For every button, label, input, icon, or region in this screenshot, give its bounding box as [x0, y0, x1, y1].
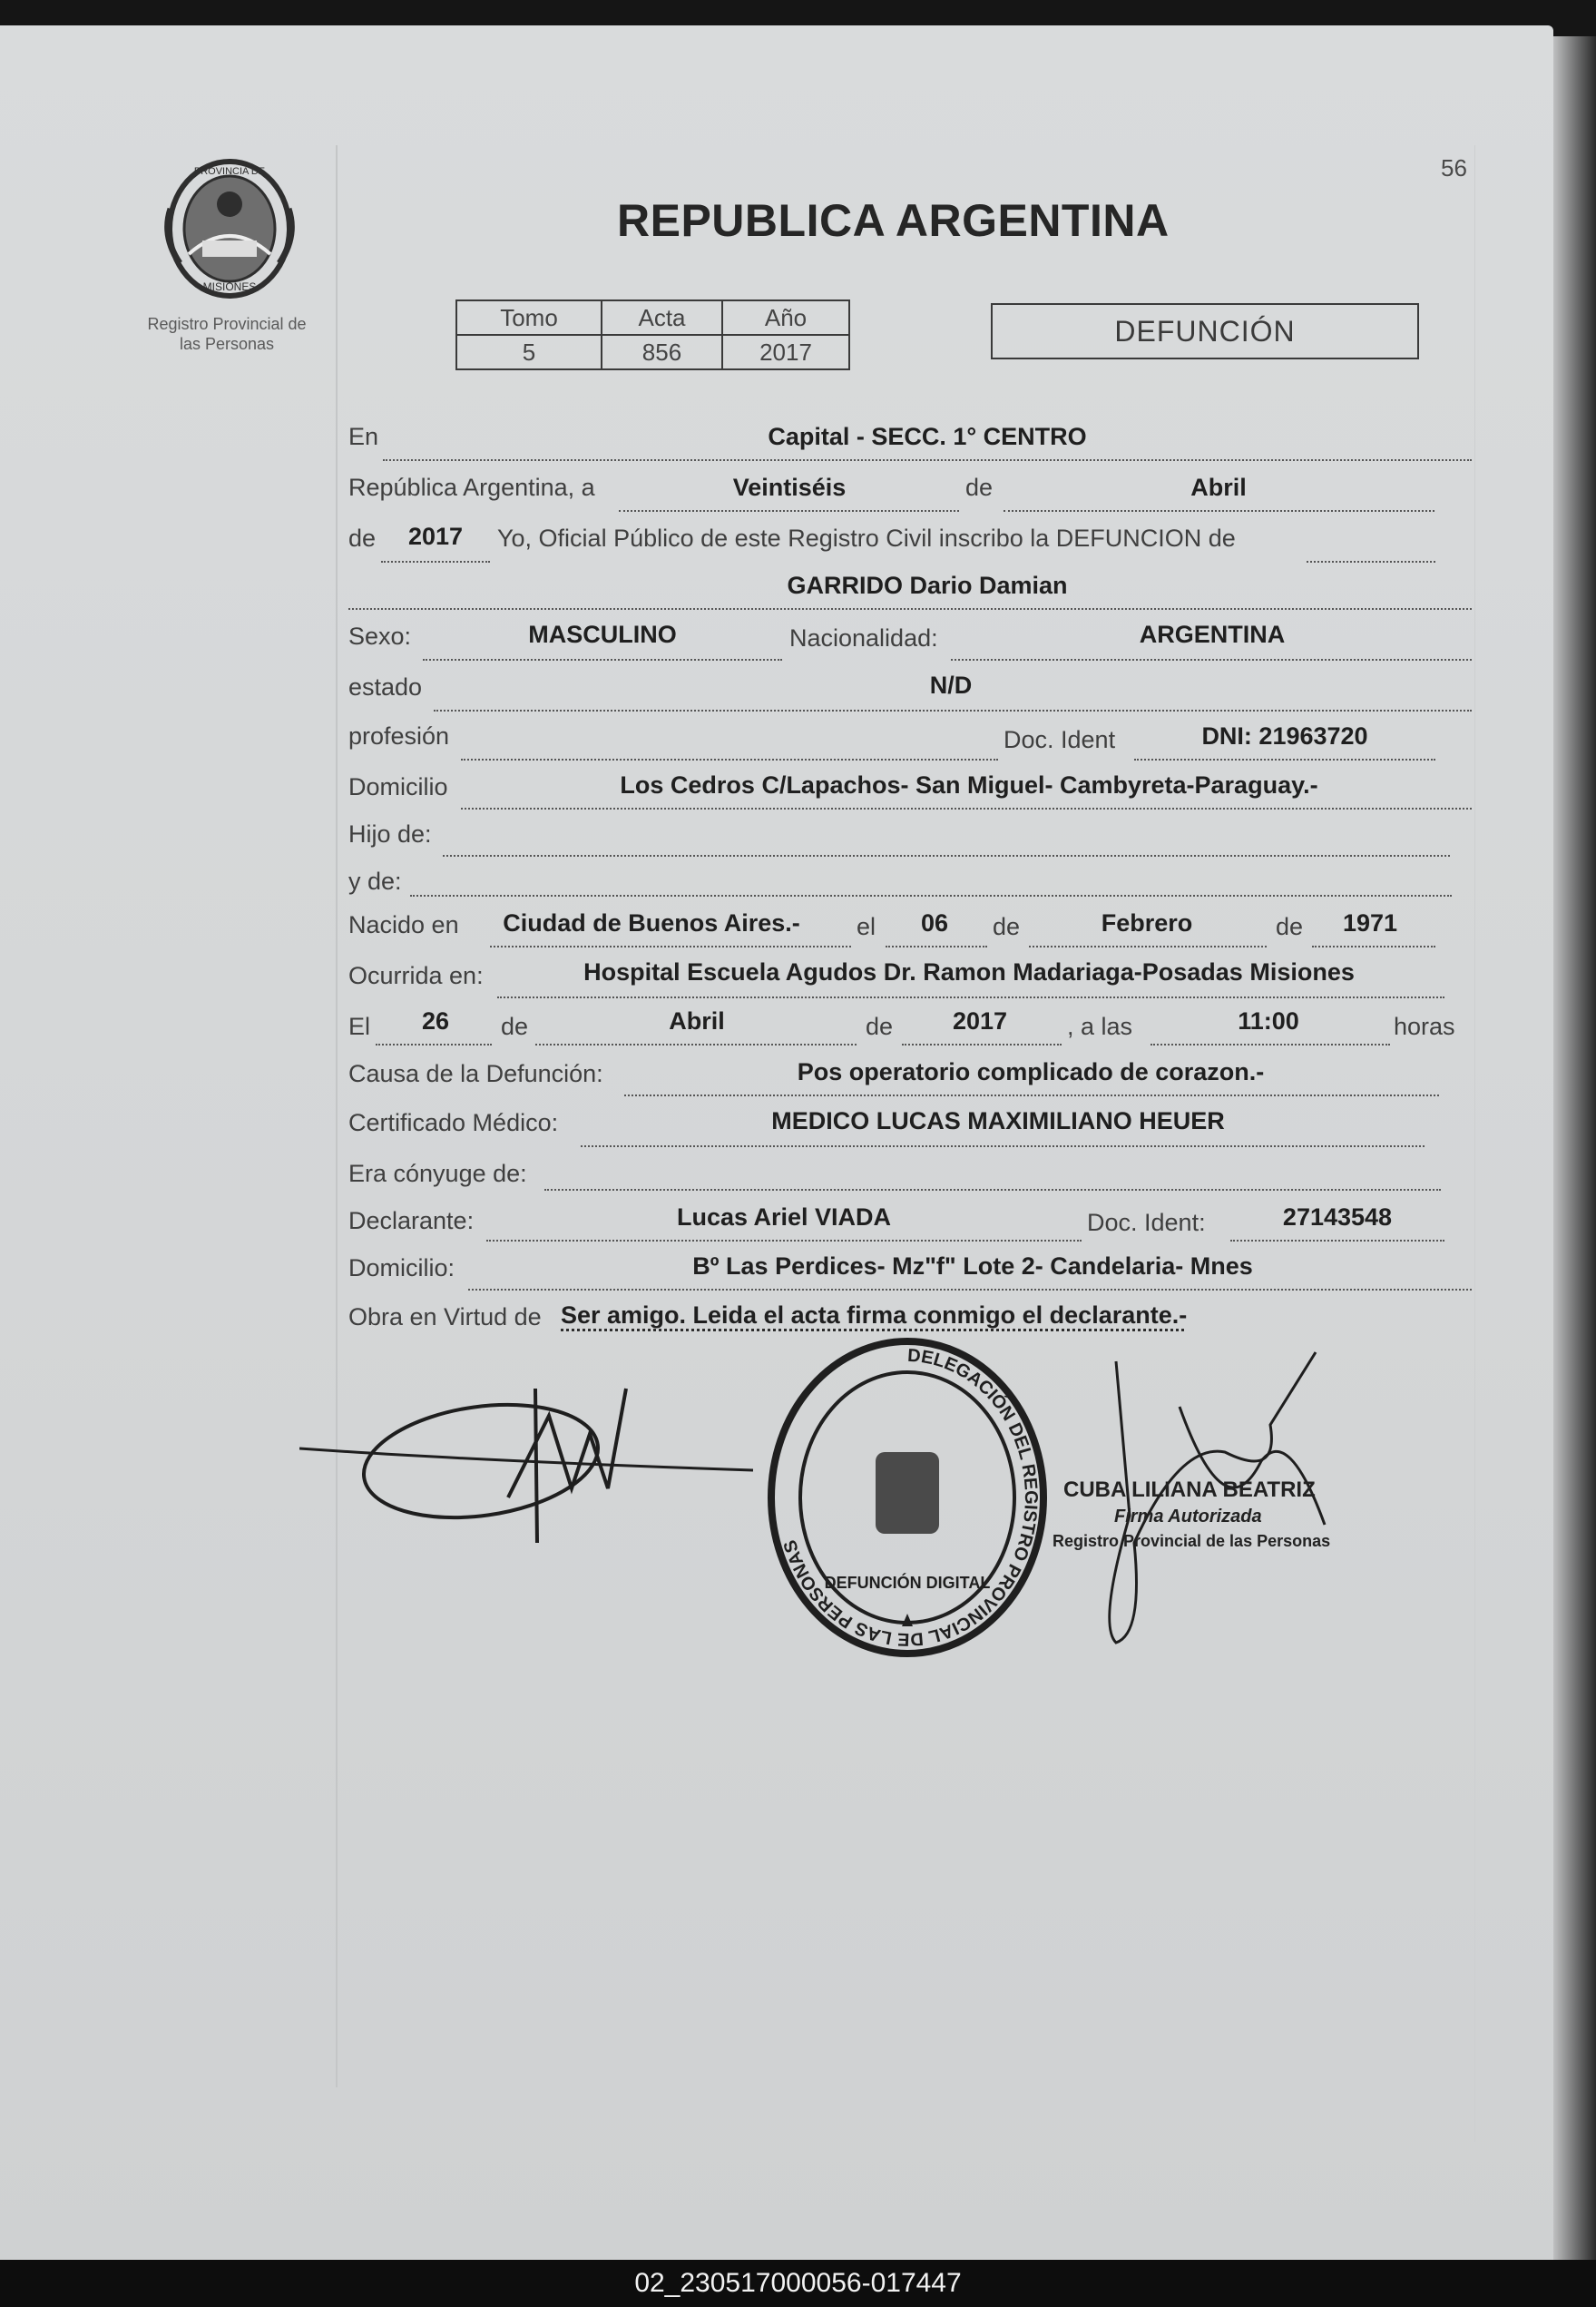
label-ocurrida-en: Ocurrida en:: [348, 962, 484, 989]
scan-footer-code: 02_230517000056-017447: [0, 2260, 1596, 2307]
fill-line-y-de: [410, 864, 1452, 897]
registro-table: [455, 299, 850, 370]
value-domicilio2: Bº Las Perdices- Mz"f" Lote 2- Candelaria- Mnes: [692, 1252, 1253, 1280]
label-def-de2: de: [866, 1013, 894, 1040]
label-def-de1: de: [501, 1013, 529, 1040]
label-en: En: [348, 423, 379, 450]
label-certificado: Certificado Médico:: [348, 1109, 559, 1136]
fill-line-hijo-de: [443, 824, 1450, 857]
value-nacido-en: Ciudad de Buenos Aires.-: [503, 909, 800, 937]
value-def-dia: 26: [421, 1007, 450, 1035]
official-role: Firma Autorizada: [1114, 1507, 1262, 1527]
label-estado: estado: [348, 673, 423, 701]
value-nacionalidad: ARGENTINA: [1139, 621, 1286, 648]
value-mes: Abril: [1190, 474, 1247, 501]
declarant-signature: [299, 1361, 771, 1543]
label-decl-doc: Doc. Ident:: [1087, 1209, 1206, 1236]
scan-right-edge: [1553, 36, 1596, 2260]
value-def-anio: 2017: [952, 1007, 1008, 1035]
provincial-emblem-icon: [162, 154, 298, 299]
value-en: Capital - SECC. 1° CENTRO: [768, 423, 1087, 450]
fill-line-inscribo: [1307, 530, 1435, 563]
official-stamp: [744, 1325, 1071, 1661]
label-nacido-en: Nacido en: [348, 911, 459, 938]
value-anio: 2017: [407, 523, 464, 550]
label-el: el: [857, 913, 876, 940]
label-sexo: Sexo:: [348, 623, 412, 650]
right-rule: [1474, 145, 1475, 2142]
value-tomo: 5: [456, 335, 602, 369]
margin-rule: [336, 145, 338, 2087]
value-anio: 2017: [722, 335, 849, 369]
label-y-de: y de:: [348, 868, 402, 895]
stamp-inner-text: DEFUNCIÓN DIGITAL: [824, 1574, 991, 1592]
value-nac-anio: 1971: [1342, 909, 1398, 937]
label-nac-de2: de: [1276, 913, 1304, 940]
page-number: 56: [1441, 154, 1467, 182]
value-hora: 11:00: [1238, 1007, 1299, 1035]
value-causa: Pos operatorio complicado de corazon.-: [797, 1058, 1265, 1085]
emblem-text-bottom: MISIONES: [202, 280, 257, 293]
value-decl-doc: 27143548: [1282, 1203, 1393, 1231]
value-dia-texto: Veintiséis: [732, 474, 847, 501]
label-profesion: profesión: [348, 722, 450, 750]
label-doc-ident: Doc. Ident: [1004, 726, 1116, 753]
value-nac-dia: 06: [920, 909, 949, 937]
value-certificado: MEDICO LUCAS MAXIMILIANO HEUER: [771, 1107, 1225, 1134]
label-de-anio: de: [348, 525, 377, 552]
value-sexo: MASCULINO: [528, 621, 677, 648]
value-def-mes: Abril: [669, 1007, 725, 1035]
official-name: CUBA LILIANA BEATRIZ: [1063, 1477, 1316, 1502]
stamp-ring-text: DELEGACIÓN DEL REGISTRO PROVINCIAL DE LAS PERSONAS: [779, 1345, 1041, 1650]
value-domicilio: Los Cedros C/Lapachos- San Miguel- Cambyreta-Paraguay.-: [620, 771, 1318, 799]
emblem-caption-line2: las Personas: [179, 335, 275, 353]
value-ocurrida-en: Hospital Escuela Agudos Dr. Ramon Madariaga-Posadas Misiones: [583, 958, 1355, 986]
header-acta: Acta: [602, 300, 722, 335]
label-el2: El: [348, 1013, 371, 1040]
label-nacionalidad: Nacionalidad:: [789, 624, 938, 652]
label-a-las: , a las: [1067, 1013, 1133, 1040]
label-declarante: Declarante:: [348, 1207, 475, 1234]
value-estado: N/D: [929, 672, 973, 699]
fill-line-conyuge: [544, 1158, 1441, 1191]
emblem-caption: [118, 314, 336, 354]
official-office: Registro Provincial de las Personas: [1053, 1532, 1331, 1550]
value-obra: Ser amigo. Leida el acta firma conmigo el declarante.-: [561, 1301, 1188, 1329]
registro-value-row: [456, 335, 849, 369]
label-obra: Obra en Virtud de: [348, 1303, 542, 1330]
emblem-text-top: PROVINCIA DE: [193, 166, 266, 177]
fill-line-profesion: [461, 728, 998, 761]
header-anio: Año: [722, 300, 849, 335]
inscribo-text: Yo, Oficial Público de este Registro Civil inscribo la DEFUNCION de: [497, 525, 1236, 552]
label-domicilio2: Domicilio:: [348, 1254, 455, 1281]
acta-type-box: DEFUNCIÓN: [991, 303, 1419, 359]
value-nac-mes: Febrero: [1101, 909, 1193, 937]
value-nombre: GARRIDO Dario Damian: [787, 572, 1068, 599]
label-causa: Causa de la Defunción:: [348, 1060, 603, 1087]
label-republica: República Argentina, a: [348, 474, 595, 501]
label-de-mes: de: [965, 474, 994, 501]
value-acta: 856: [602, 335, 722, 369]
label-conyuge: Era cónyuge de:: [348, 1160, 527, 1187]
emblem-caption-line1: Registro Provincial de: [147, 315, 307, 333]
document-title: REPUBLICA ARGENTINA: [617, 195, 1170, 246]
label-domicilio: Domicilio: [348, 773, 448, 800]
registro-header-row: [456, 300, 849, 335]
header-tomo: Tomo: [456, 300, 602, 335]
label-nac-de1: de: [993, 913, 1021, 940]
label-hijo-de: Hijo de:: [348, 820, 432, 848]
label-horas: horas: [1394, 1013, 1455, 1040]
value-doc-ident: DNI: 21963720: [1201, 722, 1368, 750]
value-declarante: Lucas Ariel VIADA: [676, 1203, 892, 1231]
